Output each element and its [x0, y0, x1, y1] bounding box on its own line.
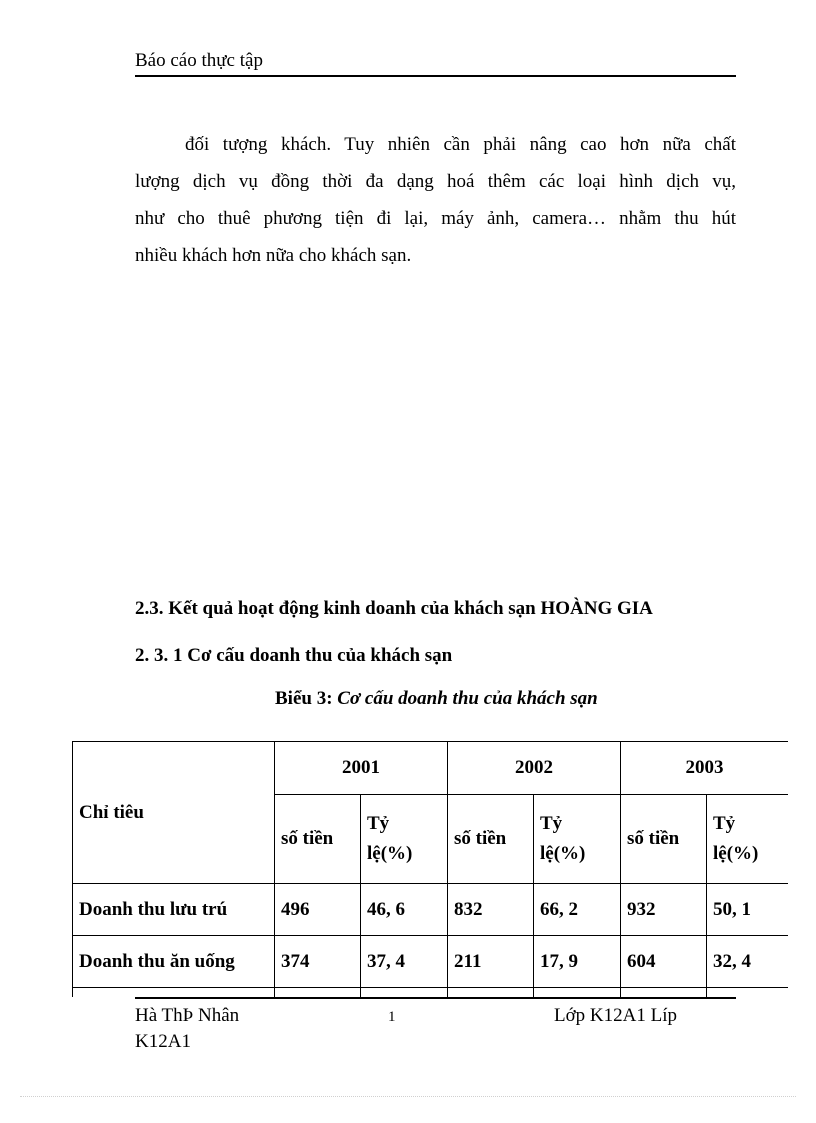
ratio-header [361, 795, 448, 884]
table-cell: 374 [275, 936, 361, 988]
table-row [73, 936, 789, 988]
year-header: 2001 [275, 742, 448, 795]
year-header: 2003 [621, 742, 789, 795]
page-number: 1 [388, 1009, 396, 1025]
paragraph-line: lượng dịch vụ đồng thời đa dạng hoá thêm các loại hình dịch vụ, [135, 171, 736, 192]
table-cell: 37, 4 [361, 936, 448, 988]
ratio-header [707, 795, 789, 884]
ratio-header-top: Tỷ [367, 813, 390, 834]
row-header-label: Chỉ tiêu [79, 801, 144, 823]
table-cell [621, 988, 707, 998]
footer-author [135, 1003, 275, 1055]
paragraph-line: như cho thuê phương tiện đi lại, máy ảnh, camera… nhằm thu hút [135, 208, 736, 229]
page-header [135, 50, 736, 77]
paragraph-line: nhiều khách hơn nữa cho khách sạn. [135, 245, 412, 266]
footer-divider [135, 997, 736, 999]
ratio-header-top: Tỷ [540, 813, 563, 834]
table-cell [534, 988, 621, 998]
amount-header: số tiền [275, 795, 361, 884]
caption-label: Biểu 3: [275, 688, 338, 709]
table-cell [707, 988, 789, 998]
table-cell: 50, 1 [707, 884, 789, 936]
ratio-header-bottom: lệ(%) [713, 843, 759, 864]
header-title: Báo cáo thực tập [135, 50, 263, 71]
footer-class-label: Lớp K12A1 Líp [554, 1005, 677, 1026]
revenue-table-container [72, 741, 788, 997]
section-subheading: 2. 3. 1 Cơ cấu doanh thu của khách sạn [135, 645, 453, 666]
table-cell [73, 988, 275, 998]
table-row [73, 884, 789, 936]
ratio-header [534, 795, 621, 884]
body-paragraph [135, 126, 736, 274]
footer-author-class: K12A1 [135, 1031, 191, 1052]
table-cell [275, 988, 361, 998]
table-cell: 66, 2 [534, 884, 621, 936]
table-cell: 832 [448, 884, 534, 936]
revenue-table [72, 741, 788, 997]
table-cell: 496 [275, 884, 361, 936]
row-label: Doanh thu lưu trú [73, 884, 275, 936]
paragraph-line: đối tượng khách. Tuy nhiên cần phải nâng cao hơn nữa chất [185, 134, 736, 155]
footer-author-name: Hà ThÞ Nhân [135, 1005, 240, 1026]
table-cell: 46, 6 [361, 884, 448, 936]
amount-header: số tiền [448, 795, 534, 884]
ratio-header-bottom: lệ(%) [367, 843, 413, 864]
table-row-continued [73, 988, 789, 998]
year-header: 2002 [448, 742, 621, 795]
row-header-cell [73, 742, 275, 884]
row-label: Doanh thu ăn uống [73, 936, 275, 988]
page-bottom-divider [20, 1096, 796, 1097]
table-cell: 604 [621, 936, 707, 988]
table-cell [448, 988, 534, 998]
table-cell: 932 [621, 884, 707, 936]
table-header-row [73, 742, 789, 795]
ratio-header-bottom: lệ(%) [540, 843, 586, 864]
table-cell: 32, 4 [707, 936, 789, 988]
table-cell: 17, 9 [534, 936, 621, 988]
section-heading: 2.3. Kết quả hoạt động kinh doanh của khách sạn HOÀNG GIA [135, 598, 653, 619]
ratio-header-top: Tỷ [713, 813, 736, 834]
amount-header: số tiền [621, 795, 707, 884]
caption-title: Cơ cấu doanh thu của khách sạn [337, 688, 598, 709]
table-caption [275, 688, 598, 710]
table-cell: 211 [448, 936, 534, 988]
table-cell [361, 988, 448, 998]
